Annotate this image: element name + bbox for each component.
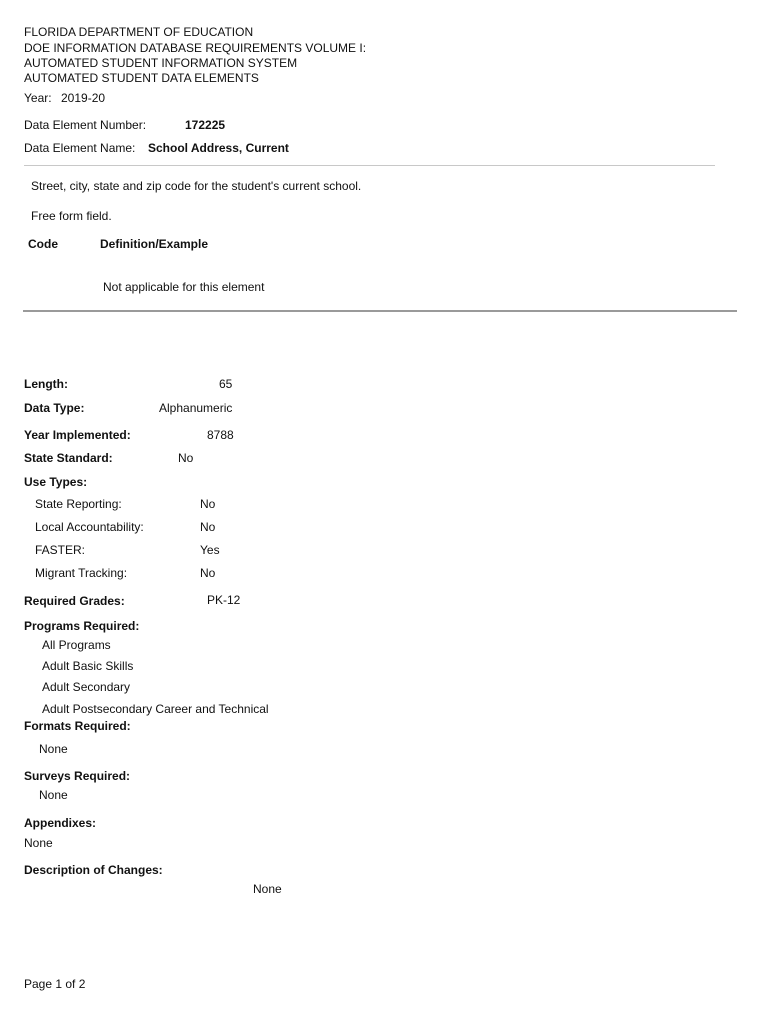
page-number: Page 1 of 2: [24, 977, 86, 991]
element-name-value: School Address, Current: [148, 141, 289, 155]
header-elements: AUTOMATED STUDENT DATA ELEMENTS: [24, 71, 259, 85]
code-column-header: Code: [28, 237, 58, 251]
required-grades-label: Required Grades:: [24, 594, 125, 608]
state-standard-value: No: [178, 451, 194, 465]
year-value: 2019-20: [61, 91, 106, 105]
year-label: Year:: [24, 91, 52, 105]
appendixes-label: Appendixes:: [24, 816, 97, 830]
code-row-definition: Not applicable for this element: [103, 280, 265, 294]
programs-required-label: Programs Required:: [24, 619, 140, 633]
use-types-label: Use Types:: [24, 475, 88, 489]
element-number-label: Data Element Number:: [24, 118, 147, 132]
definition-column-header: Definition/Example: [100, 237, 209, 251]
data-type-label: Data Type:: [24, 401, 85, 415]
program-item: Adult Postsecondary Career and Technical: [42, 702, 269, 716]
required-grades-value: PK-12: [207, 593, 241, 607]
formats-required-label: Formats Required:: [24, 719, 131, 733]
description-of-changes-label: Description of Changes:: [24, 863, 163, 877]
header-system: AUTOMATED STUDENT INFORMATION SYSTEM: [24, 56, 298, 70]
program-item: Adult Basic Skills: [42, 659, 134, 673]
year-implemented-value: 8788: [207, 428, 234, 442]
formats-required-value: None: [39, 742, 68, 756]
divider-top: [24, 165, 715, 166]
description-text: Street, city, state and zip code for the student's current school.: [31, 179, 362, 193]
use-type-value: No: [200, 497, 216, 511]
state-standard-label: State Standard:: [24, 451, 113, 465]
use-type-value: No: [200, 566, 216, 580]
length-value: 65: [219, 377, 233, 391]
surveys-required-value: None: [39, 788, 68, 802]
description-of-changes-value: None: [253, 882, 282, 896]
use-type-value: No: [200, 520, 216, 534]
header-volume: DOE INFORMATION DATABASE REQUIREMENTS VOLUME I:: [24, 41, 367, 55]
description-note: Free form field.: [31, 209, 112, 223]
year-implemented-label: Year Implemented:: [24, 428, 131, 442]
appendixes-value: None: [24, 836, 53, 850]
header-dept: FLORIDA DEPARTMENT OF EDUCATION: [24, 25, 254, 39]
program-item: All Programs: [42, 638, 111, 652]
use-type-value: Yes: [200, 543, 220, 557]
program-item: Adult Secondary: [42, 680, 131, 694]
data-type-value: Alphanumeric: [159, 401, 233, 415]
surveys-required-label: Surveys Required:: [24, 769, 131, 783]
use-type-label: State Reporting:: [35, 497, 122, 511]
length-label: Length:: [24, 377, 68, 391]
use-type-label: FASTER:: [35, 543, 86, 557]
element-number-value: 172225: [185, 118, 226, 132]
divider-codes: [23, 310, 737, 312]
use-type-label: Migrant Tracking:: [35, 566, 128, 580]
element-name-label: Data Element Name:: [24, 141, 136, 155]
use-type-label: Local Accountability:: [35, 520, 144, 534]
